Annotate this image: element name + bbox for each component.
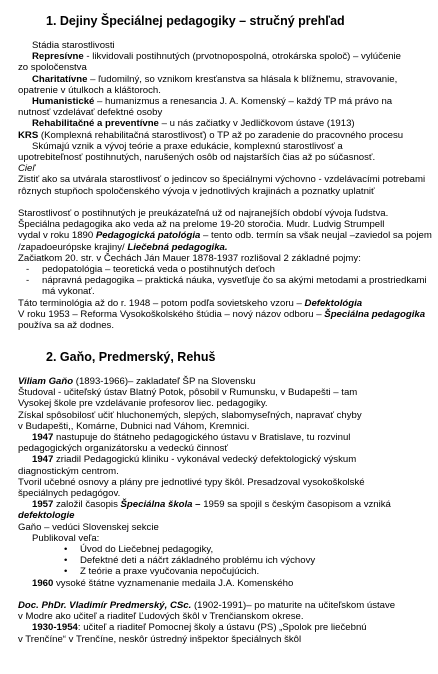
- paragraph-line: [18, 130, 438, 141]
- paragraph-line: nutnosť vzdelávať defektné osoby: [18, 107, 163, 119]
- paragraph-line: špeciálnych pedagógov.: [18, 488, 121, 500]
- text: založil časopis: [53, 499, 121, 511]
- list-item: • Z teórie a praxe vyučovania nepočujúcich.: [18, 566, 438, 577]
- list-item: - pedopatológia – teoretická veda o postihnutých deťoch: [18, 264, 438, 275]
- paragraph-line: Skúmajú vznik a vývoj teórie a praxe edukácie, komplexnú starostlivosť a: [32, 140, 343, 152]
- text: (Komplexná rehabilitačná starostlivosť) o TP až po zaradenie do pracovného procesu: [38, 129, 404, 141]
- year-range: 1930-1954: [32, 622, 78, 634]
- list-item: - nápravná pedagogika – praktická náuka, vysvetľuje čo sa akými metodami a prostriedkami: [18, 275, 438, 286]
- text: (1893-1966)– zakladateľ ŠP na Slovensku: [73, 376, 256, 387]
- spacer: [18, 197, 438, 208]
- paragraph-line: Starostlivosť o postihnutých je preukázateľná už od najranejších období vývoja ľudstva.: [18, 208, 389, 220]
- paragraph-line: [18, 622, 438, 633]
- person-name-predmersky: Doc. PhDr. Vladimír Predmerský, CSc.: [18, 600, 192, 612]
- person-name-gano: Viliam Gaňo: [18, 376, 74, 387]
- paragraph-line: [18, 432, 438, 443]
- paragraph-line: [18, 600, 438, 611]
- term-defectology: Defektológia: [304, 297, 363, 309]
- paragraph-line: [18, 230, 438, 241]
- paragraph-line: defektologie: [18, 510, 75, 522]
- paragraph-line: v Trenčíne“ v Trenčíne, neskôr ústredný inšpektor špeciálnych škôl: [18, 633, 302, 645]
- paragraph-line: [18, 578, 438, 589]
- text: 1959 sa spojil s českým časopisom a vzniká: [200, 499, 391, 511]
- list-item: • Úvod do Liečebnej pedagogiky,: [18, 544, 438, 555]
- text: vydal v roku 1890: [18, 230, 96, 242]
- text: – humanizmus a renesancia J. A. Komenský – každý TP má právo na: [94, 96, 393, 108]
- paragraph-line: [18, 309, 438, 320]
- paragraph-line: Študoval - učiteľský ústav Blatný Potok, pôsobil v Rumunsku, v Budapešti – tam: [18, 387, 358, 399]
- paragraph-line: Začiatkom 20. str. v Čechách Ján Mauer 1878-1937 rozlišoval 2 základné pojmy:: [18, 252, 361, 264]
- paragraph-line: [18, 376, 438, 387]
- paragraph-line: [18, 74, 438, 85]
- section-title-persons: 2. Gaňo, Predmerský, Rehuš: [46, 350, 216, 364]
- paragraph-line: zo spoločenstva: [18, 62, 87, 74]
- paragraph-line: [18, 298, 438, 309]
- term-special-pedagogy: Špeciálna pedagogika: [324, 308, 426, 320]
- spacer: [18, 589, 438, 600]
- text: V roku 1953 – Reforma Vysokoškolského štúdia – nový názov odboru –: [18, 308, 325, 320]
- section-persons: [18, 376, 438, 645]
- paragraph-line: v Budapešti,, Komárne, Dubnici nad Váhom, Kremnici.: [18, 420, 250, 432]
- term-rehabilitation: Rehabilitačné a preventívne: [32, 118, 159, 130]
- year: 1957: [32, 499, 54, 511]
- paragraph-line: pedagogických organizátorsku a vedeckú činnosť: [18, 443, 228, 455]
- list-item: • Defektné deti a náčrt základného problému ich výchovy: [18, 555, 438, 566]
- term-krs: KRS: [18, 129, 39, 141]
- paragraph-line: opatrenie v útulkoch a kláštoroch.: [18, 84, 161, 96]
- text: vysoké štátne vyznamenanie medaila J.A. Komenského: [53, 577, 294, 589]
- paragraph-line: rôznych stupňoch spoločenského vývoja v jednotlivých krajinách a poznatky uplatniť: [18, 185, 375, 197]
- goal-heading: Cieľ: [18, 163, 36, 175]
- paragraph-line: [18, 242, 438, 253]
- paragraph-line: [18, 118, 438, 129]
- text: – tento odb. termín sa však neujal –zaviedol sa pojem: [200, 230, 432, 242]
- text: – ľudomilný, so vznikom kresťanstva sa hlásala k blížnemu, stravovanie,: [87, 73, 398, 85]
- list-item-continuation: má vykonať.: [42, 286, 95, 298]
- paragraph-line: Vysokej škole pre vzdelávanie profesorov liec. pedagogiky.: [18, 398, 268, 410]
- text: - likvidovali postihnutých (prvotnopospolná, otrokárska spoloč) – vylúčenie: [83, 51, 402, 63]
- paragraph-line: Získal spôsobilosť učiť hluchonemých, slepých, slabomyseľných, napravať chyby: [18, 409, 362, 421]
- paragraph-line: upotrebiteľnosť postihnutých, narušených osôb od najstarších čias až po súčasnosť.: [18, 152, 376, 164]
- term-charitable: Charitatívne: [32, 73, 88, 85]
- year: 1947: [32, 432, 54, 444]
- section-title-history: 1. Dejiny Špeciálnej pedagogiky – stručný prehľad: [46, 14, 345, 28]
- paragraph-line: Gaňo – vedúci Slovenskej sekcie: [18, 521, 159, 533]
- paragraph-line: Publikoval veľa:: [32, 532, 100, 544]
- text: (1902-1991)– po maturite na učiteľskom ústave: [191, 600, 396, 612]
- section-history: [18, 40, 438, 331]
- paragraph-line: [18, 96, 438, 107]
- year: 1960: [32, 577, 54, 589]
- text: nastupuje do štátneho pedagogického ústavu v Bratislave, tu rozvinul: [53, 432, 351, 444]
- paragraph-line: [18, 499, 438, 510]
- paragraph-line: Tvoril učebné osnovy a plány pre jednotlivé typy škôl. Presadzoval vysokoškolské: [18, 476, 365, 488]
- term-pedagogical-pathology: Pedagogická patológia: [95, 230, 201, 242]
- paragraph-line: [18, 51, 438, 62]
- text: /zapadoeurópske krajiny/: [18, 241, 128, 253]
- paragraph-line: [18, 454, 438, 465]
- text: zriadil Pedagogickú kliniku - vykonával vedecký defektologický výskum: [53, 454, 357, 466]
- year: 1947: [32, 454, 54, 466]
- term-repressive: Represívne: [32, 51, 84, 63]
- term-humanistic: Humanistické: [32, 96, 95, 108]
- paragraph-line: diagnostickým centrom.: [18, 465, 119, 477]
- paragraph-line: Špeciálna pedagogika ako veda až na prelome 19-20 storočia. Mudr. Ludvig Strumpell: [18, 219, 385, 231]
- paragraph-line: v Modre ako učiteľ a riaditeľ Ľudových škôl v Trenčianskom okrese.: [18, 611, 304, 623]
- paragraph-line: Stádia starostlivosti: [32, 40, 115, 51]
- journal-title: Špeciálna škola –: [120, 499, 201, 511]
- text: – u nás začiatky v Jedličkovom ústave (1913): [158, 118, 355, 130]
- text: Táto terminológia až do r. 1948 – potom podľa sovietskeho vzoru –: [18, 297, 305, 309]
- paragraph-line: používa sa až dodnes.: [18, 320, 115, 332]
- text: : učiteľ a riaditeľ Pomocnej školy a ústavu (PS) „Spolok pre liečebnú: [77, 622, 367, 634]
- paragraph-line: Zistiť ako sa utvárala starostlivosť o jedincov so špeciálnymi výchovno - vzdelávacími potrebami: [18, 174, 426, 186]
- term-therapeutic-pedagogy: Liečebná pedagogika.: [127, 241, 228, 253]
